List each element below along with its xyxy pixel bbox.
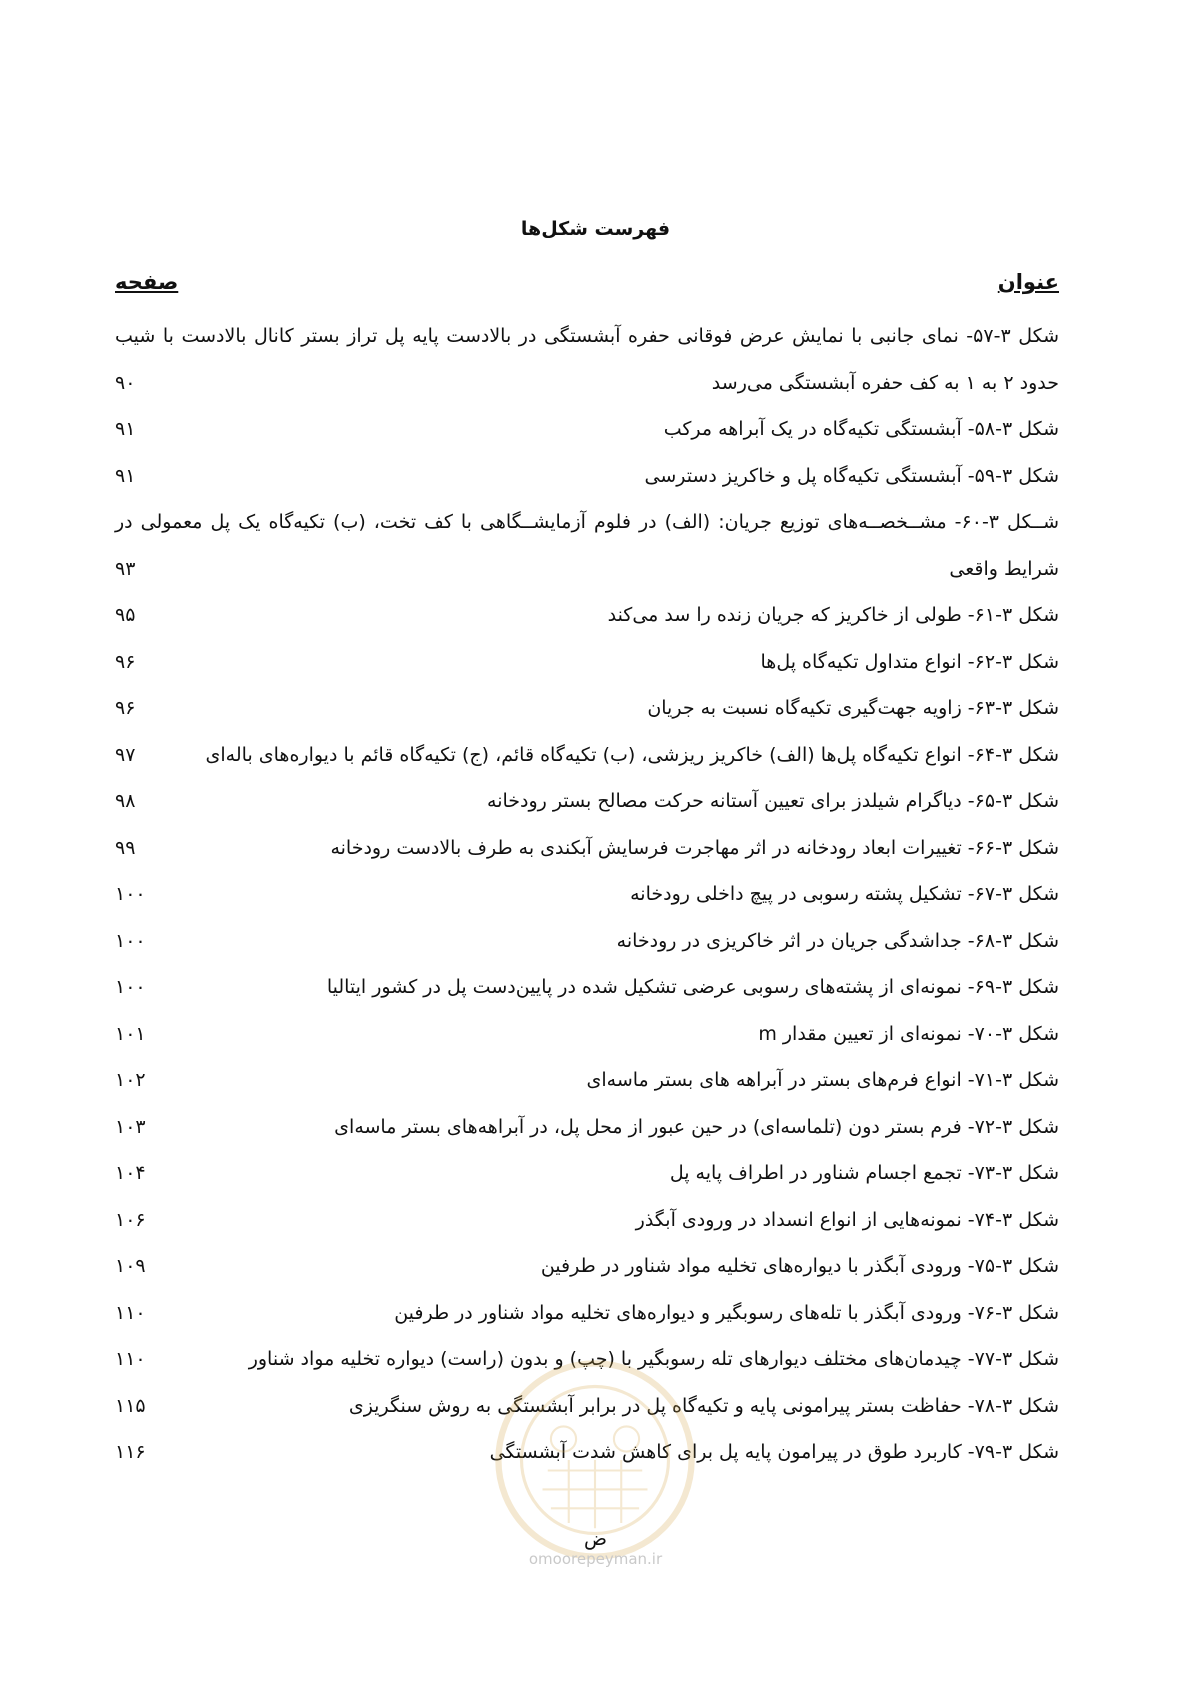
toc-entry xyxy=(115,313,1059,406)
toc-entry-text: شــکل ۳-۶۰- مشــخصــه‌های توزیع جریان: (الف) در فلوم آزمایشــگاهی با کف تخت، (ب) تکیه‌گاه یک پل معمولی در xyxy=(115,511,1059,533)
toc-entry-text: شکل ۳-۶۸- جداشدگی جریان در اثر خاکریزی در رودخانه xyxy=(616,929,1059,952)
toc-entry-line xyxy=(115,778,1059,825)
toc-entry xyxy=(115,825,1059,872)
toc-entry-line xyxy=(115,499,1059,546)
toc-entry-text: شکل ۳-۶۴- انواع تکیه‌گاه پل‌ها (الف) خاکریز ریزشی، (ب) تکیه‌گاه قائم، (ج) تکیه‌گاه قائم با دیواره‌های باله‌ای xyxy=(205,743,1059,766)
toc-entry-page-number: ۹۶ xyxy=(115,650,136,673)
toc-entry-page-number: ۹۱ xyxy=(115,418,136,440)
toc-entry-line xyxy=(115,546,1059,593)
toc-entry xyxy=(115,592,1059,639)
toc-entry-page-number: ۱۰۰ xyxy=(115,883,146,905)
toc-entry-text: شکل ۳-۷۸- حفاظت بستر پیرامونی پایه و تکیه‌گاه پل در برابر آبشستگی به روش سنگریزی xyxy=(348,1394,1059,1417)
toc-entry-line xyxy=(115,918,1059,965)
toc-entry-text: شکل ۳-۷۷- چیدمان‌های مختلف دیوارهای تله رسوبگیر با (چپ) و بدون (راست) دیواره تخلیه مواد شناور xyxy=(248,1348,1059,1370)
toc-entry xyxy=(115,406,1059,453)
toc-entry-line xyxy=(115,964,1059,1011)
toc-entry-page-number: ۱۱۶ xyxy=(115,1441,146,1463)
column-header-row xyxy=(115,270,1059,304)
toc-entry xyxy=(115,918,1059,965)
toc-entry-page-number: ۹۰ xyxy=(115,371,136,394)
toc-entry-line xyxy=(115,1057,1059,1104)
toc-entry xyxy=(115,1104,1059,1151)
toc-entry-page-number: ۱۰۲ xyxy=(115,1069,146,1091)
toc-entry-text: شکل ۳-۷۶- ورودی آبگذر با تله‌های رسوبگیر و دیواره‌های تخلیه مواد شناور در طرفین xyxy=(394,1301,1059,1324)
toc-entry-page-number: ۱۱۵ xyxy=(115,1394,146,1417)
toc-entry-text: شکل ۳-۷۳- تجمع اجسام شناور در اطراف پایه پل xyxy=(669,1162,1059,1184)
toc-entry-line xyxy=(115,1011,1059,1058)
page-title: فهرست شکل‌ها xyxy=(520,218,671,240)
toc-entry-text: شکل ۳-۷۴- نمونه‌هایی از انواع انسداد در ورودی آبگذر xyxy=(635,1208,1059,1231)
toc-entry-text: حدود ۲ به ۱ به کف حفره آبشستگی می‌رسد xyxy=(711,371,1059,394)
toc-entry-page-number: ۱۰۰ xyxy=(115,929,146,952)
watermark-text: omoorepeyman.ir xyxy=(528,1550,663,1568)
toc-entry xyxy=(115,1290,1059,1337)
toc-entry xyxy=(115,1197,1059,1244)
toc-entry-page-number: ۹۹ xyxy=(115,836,136,859)
toc-entry-text: شرایط واقعی xyxy=(949,557,1059,580)
toc-entry-page-number: ۱۰۱ xyxy=(115,1022,146,1045)
toc-entry-line xyxy=(115,1150,1059,1197)
toc-entry-page-number: ۹۶ xyxy=(115,697,136,719)
toc-entry-page-number: ۱۰۰ xyxy=(115,976,146,998)
toc-entry-line xyxy=(115,732,1059,779)
toc-entry-page-number: ۱۱۰ xyxy=(115,1301,146,1324)
toc-entry-page-number: ۱۱۰ xyxy=(115,1348,146,1370)
toc-entry xyxy=(115,778,1059,825)
toc-entry-line xyxy=(115,825,1059,872)
toc-entry-text: شکل ۳-۶۳- زاویه جهت‌گیری تکیه‌گاه نسبت به جریان xyxy=(647,697,1059,719)
toc-entry-page-number: ۹۷ xyxy=(115,743,136,766)
toc-entry-page-number: ۹۳ xyxy=(115,557,136,580)
toc-entry-line xyxy=(115,871,1059,918)
toc-entry xyxy=(115,964,1059,1011)
toc-entry xyxy=(115,1243,1059,1290)
toc-entry-text: شکل ۳-۵۹- آبشستگی تکیه‌گاه پل و خاکریز دسترسی xyxy=(644,464,1059,487)
toc-entry xyxy=(115,871,1059,918)
toc-entry-line xyxy=(115,1197,1059,1244)
toc-entry-line xyxy=(115,639,1059,686)
toc-entry-line xyxy=(115,360,1059,407)
toc-entry-text: شکل ۳-۵۸- آبشستگی تکیه‌گاه در یک آبراهه مرکب xyxy=(663,418,1059,440)
toc-entry-page-number: ۱۰۶ xyxy=(115,1208,146,1231)
toc-entry-line xyxy=(115,1104,1059,1151)
toc-entry xyxy=(115,639,1059,686)
toc-entry-page-number: ۱۰۹ xyxy=(115,1255,146,1277)
toc-entry xyxy=(115,453,1059,500)
toc-entry-line xyxy=(115,453,1059,500)
figure-list xyxy=(115,313,1059,1476)
toc-entry xyxy=(115,1057,1059,1104)
toc-entry-line xyxy=(115,1243,1059,1290)
toc-entry-line xyxy=(115,685,1059,732)
toc-entry-page-number: ۱۰۴ xyxy=(115,1162,146,1184)
toc-entry xyxy=(115,685,1059,732)
toc-entry-text: شکل ۳-۶۱- طولی از خاکریز که جریان زنده را سد می‌کند xyxy=(607,604,1059,626)
toc-entry-text: شکل ۳-۷۵- ورودی آبگذر با دیواره‌های تخلیه مواد شناور در طرفین xyxy=(540,1255,1059,1277)
toc-entry-text: شکل ۳-۶۶- تغییرات ابعاد رودخانه در اثر مهاجرت فرسایش آبکندی به طرف بالادست رودخانه xyxy=(330,836,1059,859)
toc-entry xyxy=(115,732,1059,779)
toc-entry xyxy=(115,499,1059,592)
toc-entry-text: شکل ۳-۷۲- فرم بستر دون (تلماسه‌ای) در حین عبور از محل پل، در آبراهه‌های بستر ماسه‌ای xyxy=(334,1115,1059,1138)
toc-entry-text: شکل ۳-۶۹- نمونه‌ای از پشته‌های رسوبی عرضی تشکیل شده در پایین‌دست پل در کشور ایتالیا xyxy=(326,976,1059,998)
toc-entry-text: شکل ۳-۶۲- انواع متداول تکیه‌گاه پل‌ها xyxy=(760,650,1059,673)
toc-entry-text: شکل ۳-۷۱- انواع فرم‌های بستر در آبراهه های بستر ماسه‌ای xyxy=(586,1069,1059,1091)
toc-entry-page-number: ۹۸ xyxy=(115,790,136,812)
toc-entry-page-number: ۱۰۳ xyxy=(115,1115,146,1138)
toc-entry-page-number: ۹۱ xyxy=(115,464,136,487)
toc-entry-line xyxy=(115,406,1059,453)
toc-entry-line xyxy=(115,592,1059,639)
toc-entry-text: شکل ۳-۷۹- کاربرد طوق در پیرامون پایه پل برای کاهش شدت آبشستگی xyxy=(489,1441,1059,1463)
column-header-title: عنوان xyxy=(997,270,1059,294)
toc-entry xyxy=(115,1011,1059,1058)
toc-entry-line xyxy=(115,1290,1059,1337)
column-header-page: صفحه xyxy=(115,270,179,294)
page-folio: ض xyxy=(584,1528,607,1550)
toc-entry-text: شکل ۳-۶۷- تشکیل پشته رسوبی در پیچ داخلی رودخانه xyxy=(630,883,1059,905)
toc-entry-text: شکل ۳-۷۰- نمونه‌ای از تعیین مقدار m xyxy=(758,1022,1059,1045)
toc-entry-text: شکل ۳-۵۷- نمای جانبی با نمایش عرض فوقانی حفره آبشستگی در بالادست پایه پل تراز بستر کانال بالادست با شیب xyxy=(115,325,1060,347)
toc-entry xyxy=(115,1150,1059,1197)
toc-entry-line xyxy=(115,313,1059,360)
toc-entry-page-number: ۹۵ xyxy=(115,604,136,626)
toc-entry-text: شکل ۳-۶۵- دیاگرام شیلدز برای تعیین آستانه حرکت مصالح بستر رودخانه xyxy=(487,790,1059,812)
